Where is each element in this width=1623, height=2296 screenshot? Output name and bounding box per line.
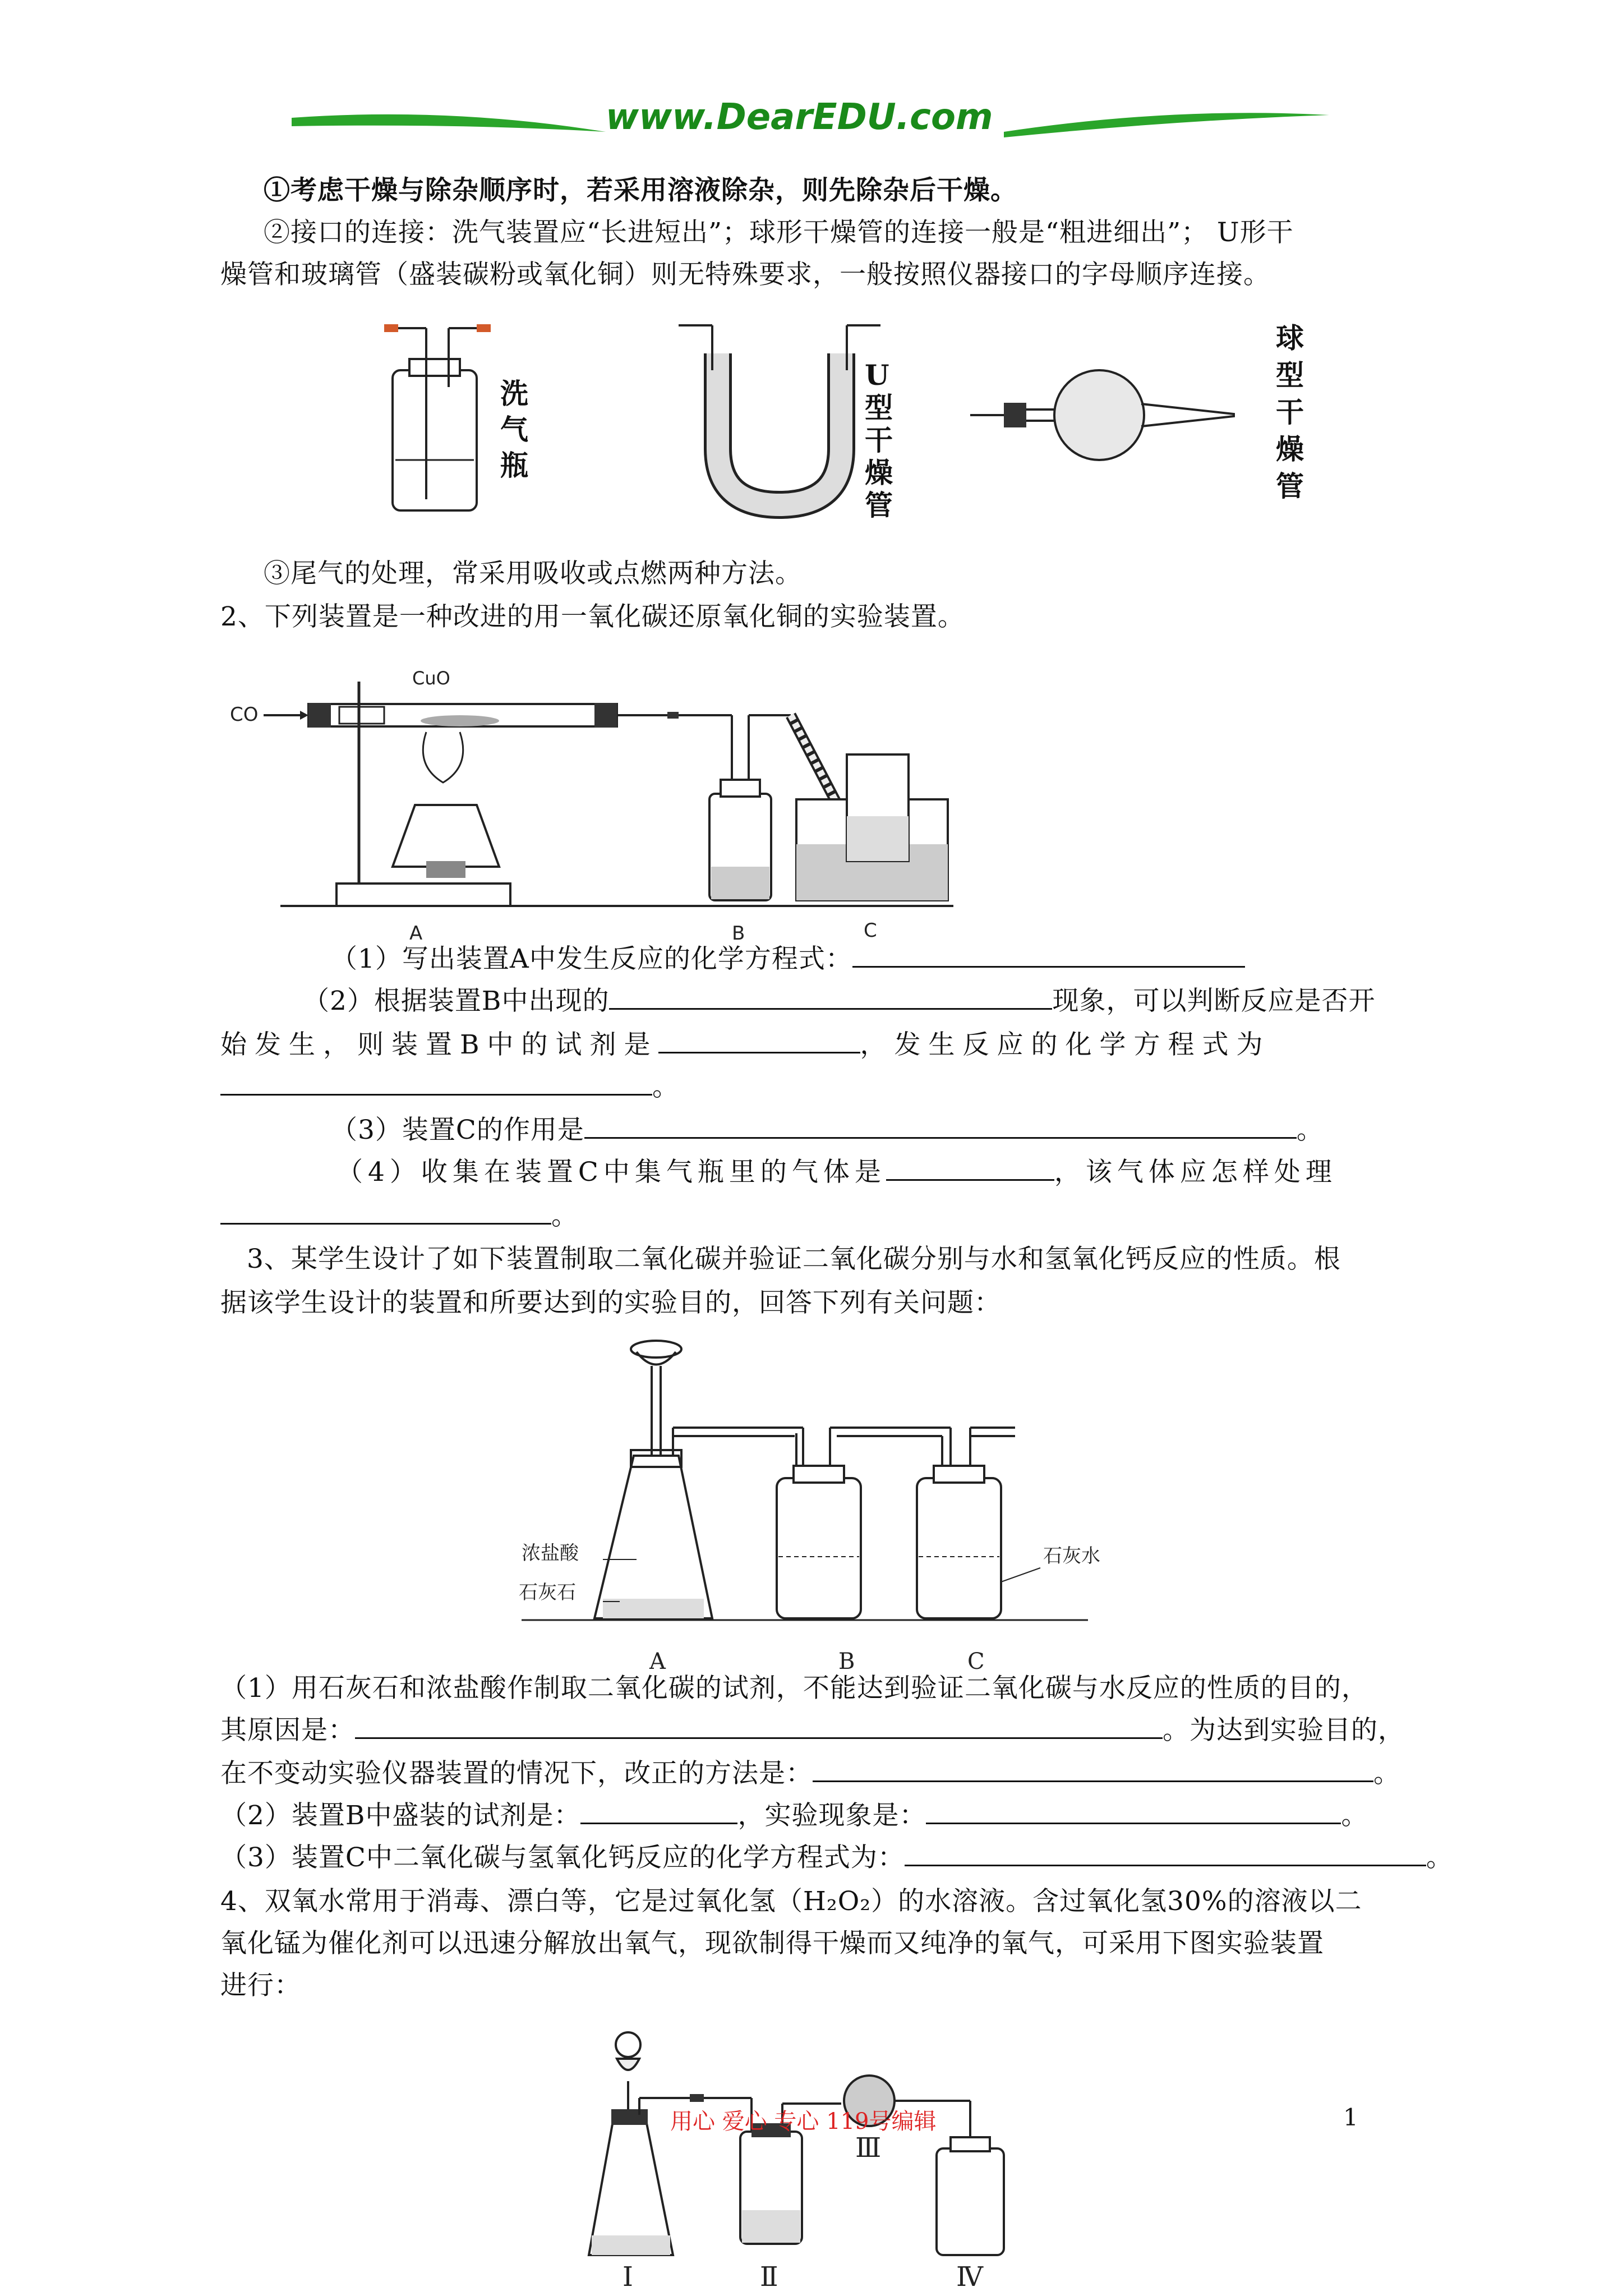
q2-sub2-blank1[interactable] — [609, 983, 1052, 1010]
q2-sub4-line1 — [336, 1150, 1421, 1195]
label-ball-drying-tube: 球型干燥管 — [1276, 321, 1304, 503]
q2-title: 2、下列装置是一种改进的用一氧化碳还原氧化铜的实验装置。 — [220, 601, 965, 632]
q2-sub2-line2 — [220, 1023, 1421, 1068]
q3-sub3-text-b: 。 — [1426, 1842, 1453, 1873]
q2-fig-label-b: B — [732, 922, 745, 945]
q2-sub4-line2 — [220, 1194, 1421, 1239]
page-number: 1 — [1343, 2104, 1358, 2131]
q3-label-limewater: 石灰水 — [1043, 1545, 1100, 1567]
q3-sub3-text-a: （3）装置C中二氧化碳与氢氧化钙反应的化学方程式为： — [220, 1842, 905, 1873]
q3-sub1-blank2[interactable] — [813, 1756, 1373, 1782]
co-apparatus-drawing — [224, 659, 959, 951]
q3-title-line1: 3、某学生设计了如下装置制取二氧化碳并验证二氧化碳分别与水和氢氧化钙反应的性质。根 — [247, 1244, 1341, 1274]
q2-sub2-text-a: （2）根据装置B中出现的 — [303, 986, 610, 1016]
q2-sub4-blank2[interactable] — [220, 1198, 551, 1225]
q4-fig-label-i: Ⅰ — [623, 2261, 633, 2293]
q3-sub1-text-d: 在不变动实验仪器装置的情况下，改正的方法是： — [220, 1758, 813, 1789]
q4-fig-label-iv: Ⅳ — [956, 2261, 983, 2293]
para-connection-a: ②接口的连接：洗气装置应“长进短出”；球形干燥管的连接一般是“粗进细出”； U形干 — [264, 217, 1294, 248]
para-drying-order: ①考虑干燥与除杂顺序时，若采用溶液除杂，则先除杂后干燥。 — [264, 175, 1017, 206]
q3-sub2-text-b: ，实验现象是： — [737, 1800, 926, 1831]
q2-sub3-text-b: 。 — [1296, 1115, 1324, 1145]
q3-sub1-blank1[interactable] — [355, 1713, 1163, 1739]
q2-sub1 — [331, 937, 1421, 982]
q3-sub1-line2 — [220, 1708, 1421, 1753]
gas-washing-bottle-drawing — [370, 320, 516, 522]
q3-sub1-text-e: 。 — [1373, 1758, 1400, 1789]
q2-sub3 — [331, 1108, 1421, 1153]
q2-sub2-blank2[interactable] — [658, 1027, 860, 1053]
q3-sub3 — [220, 1835, 1511, 1880]
oxygen-apparatus-drawing — [589, 2019, 1049, 2293]
q4-fig-label-ii: Ⅱ — [760, 2261, 778, 2293]
header-swoosh-right — [1004, 101, 1329, 146]
q2-sub1-text: （1）写出装置A中发生反应的化学方程式： — [331, 944, 852, 974]
q3-label-acid: 浓盐酸 — [522, 1542, 579, 1565]
q2-sub3-blank[interactable] — [584, 1112, 1297, 1139]
q2-sub4-blank1[interactable] — [886, 1154, 1054, 1181]
q4-fig-label-iii: Ⅲ — [855, 2132, 882, 2164]
q2-sub4-text-a: （4）收集在装置C中集气瓶里的气体是 — [336, 1157, 886, 1188]
header-swoosh-left — [292, 101, 606, 146]
q2-sub2-blank3[interactable] — [220, 1069, 652, 1096]
q2-fig-label-c: C — [864, 919, 877, 942]
q4-line1: 4、双氧水常用于消毒、漂白等，它是过氧化氢（H₂O₂）的水溶液。含过氧化氢30%的溶液以二 — [220, 1886, 1362, 1917]
q3-sub2-blank2[interactable] — [926, 1798, 1341, 1824]
q3-sub2-text-a: （2）装置B中盛装的试剂是： — [220, 1800, 581, 1831]
figure-co-reduction-apparatus — [224, 659, 959, 951]
co2-apparatus-drawing — [505, 1332, 1100, 1680]
q2-sub1-blank[interactable] — [852, 941, 1245, 968]
figure-co2-apparatus — [505, 1332, 1100, 1680]
svg-text:CuO: CuO — [412, 668, 450, 689]
q2-sub4-text-b: ，该气体应怎样处理 — [1054, 1157, 1337, 1188]
q2-sub3-text-a: （3）装置C的作用是 — [331, 1115, 584, 1145]
svg-text:CO: CO — [230, 703, 259, 726]
q4-line3: 进行： — [220, 1970, 301, 2001]
q3-sub1-line1: （1）用石灰石和浓盐酸作制取二氧化碳的试剂，不能达到验证二氧化碳与水反应的性质的目的， — [220, 1673, 1368, 1704]
label-gas-washing-bottle: 洗气瓶 — [500, 377, 528, 482]
label-u-drying-tube: U型干燥管 — [865, 358, 893, 522]
q3-title-line2: 据该学生设计的装置和所要达到的实验目的，回答下列有关问题： — [220, 1287, 1001, 1318]
ball-drying-tube-drawing — [970, 353, 1239, 477]
q2-sub2-line3 — [220, 1065, 1421, 1110]
para-tail-gas: ③尾气的处理，常采用吸收或点燃两种方法。 — [264, 558, 802, 589]
q2-sub2-line1 — [303, 979, 1421, 1024]
header-site-url[interactable]: www.DearEDU.com — [606, 96, 993, 138]
q3-fig-label-b: B — [838, 1649, 855, 1674]
q4-line2: 氧化锰为催化剂可以迅速分解放出氧气，现欲制得干燥而又纯净的氧气，可采用下图实验装置 — [220, 1928, 1324, 1959]
footer-text: 用心 爱心 专心 119号编辑 — [670, 2109, 937, 2134]
u-drying-tube-drawing — [673, 320, 886, 522]
q2-sub2-text-e: 。 — [652, 1071, 679, 1102]
q3-sub1-line3 — [220, 1751, 1421, 1796]
page-header — [292, 95, 1329, 157]
q2-sub2-text-d: ，发生反应的化学方程式为 — [860, 1029, 1271, 1060]
q3-label-limestone: 石灰石 — [519, 1581, 576, 1604]
q3-fig-label-c: C — [967, 1649, 985, 1674]
q3-sub3-blank[interactable] — [905, 1840, 1426, 1866]
q3-sub1-text-b: 其原因是： — [220, 1715, 355, 1746]
q2-fig-label-a: A — [409, 922, 423, 945]
q3-sub2 — [220, 1793, 1421, 1838]
q3-sub2-text-c: 。 — [1341, 1800, 1368, 1831]
q2-sub2-text-b: 现象，可以判断反应是否开 — [1052, 986, 1376, 1016]
q2-sub2-text-c: 始发生，则装置B中的试剂是 — [220, 1029, 658, 1060]
q2-sub4-text-c: 。 — [551, 1200, 578, 1231]
q3-sub1-text-c: 。为达到实验目的， — [1163, 1715, 1405, 1746]
para-connection-b: 燥管和玻璃管（盛装碳粉或氧化铜）则无特殊要求，一般按照仪器接口的字母顺序连接。 — [220, 259, 1270, 290]
figure-drying-apparatus — [336, 320, 1307, 522]
q3-sub2-blank1[interactable] — [580, 1798, 737, 1824]
q3-fig-label-a: A — [649, 1649, 666, 1674]
figure-oxygen-apparatus — [589, 2019, 1049, 2293]
